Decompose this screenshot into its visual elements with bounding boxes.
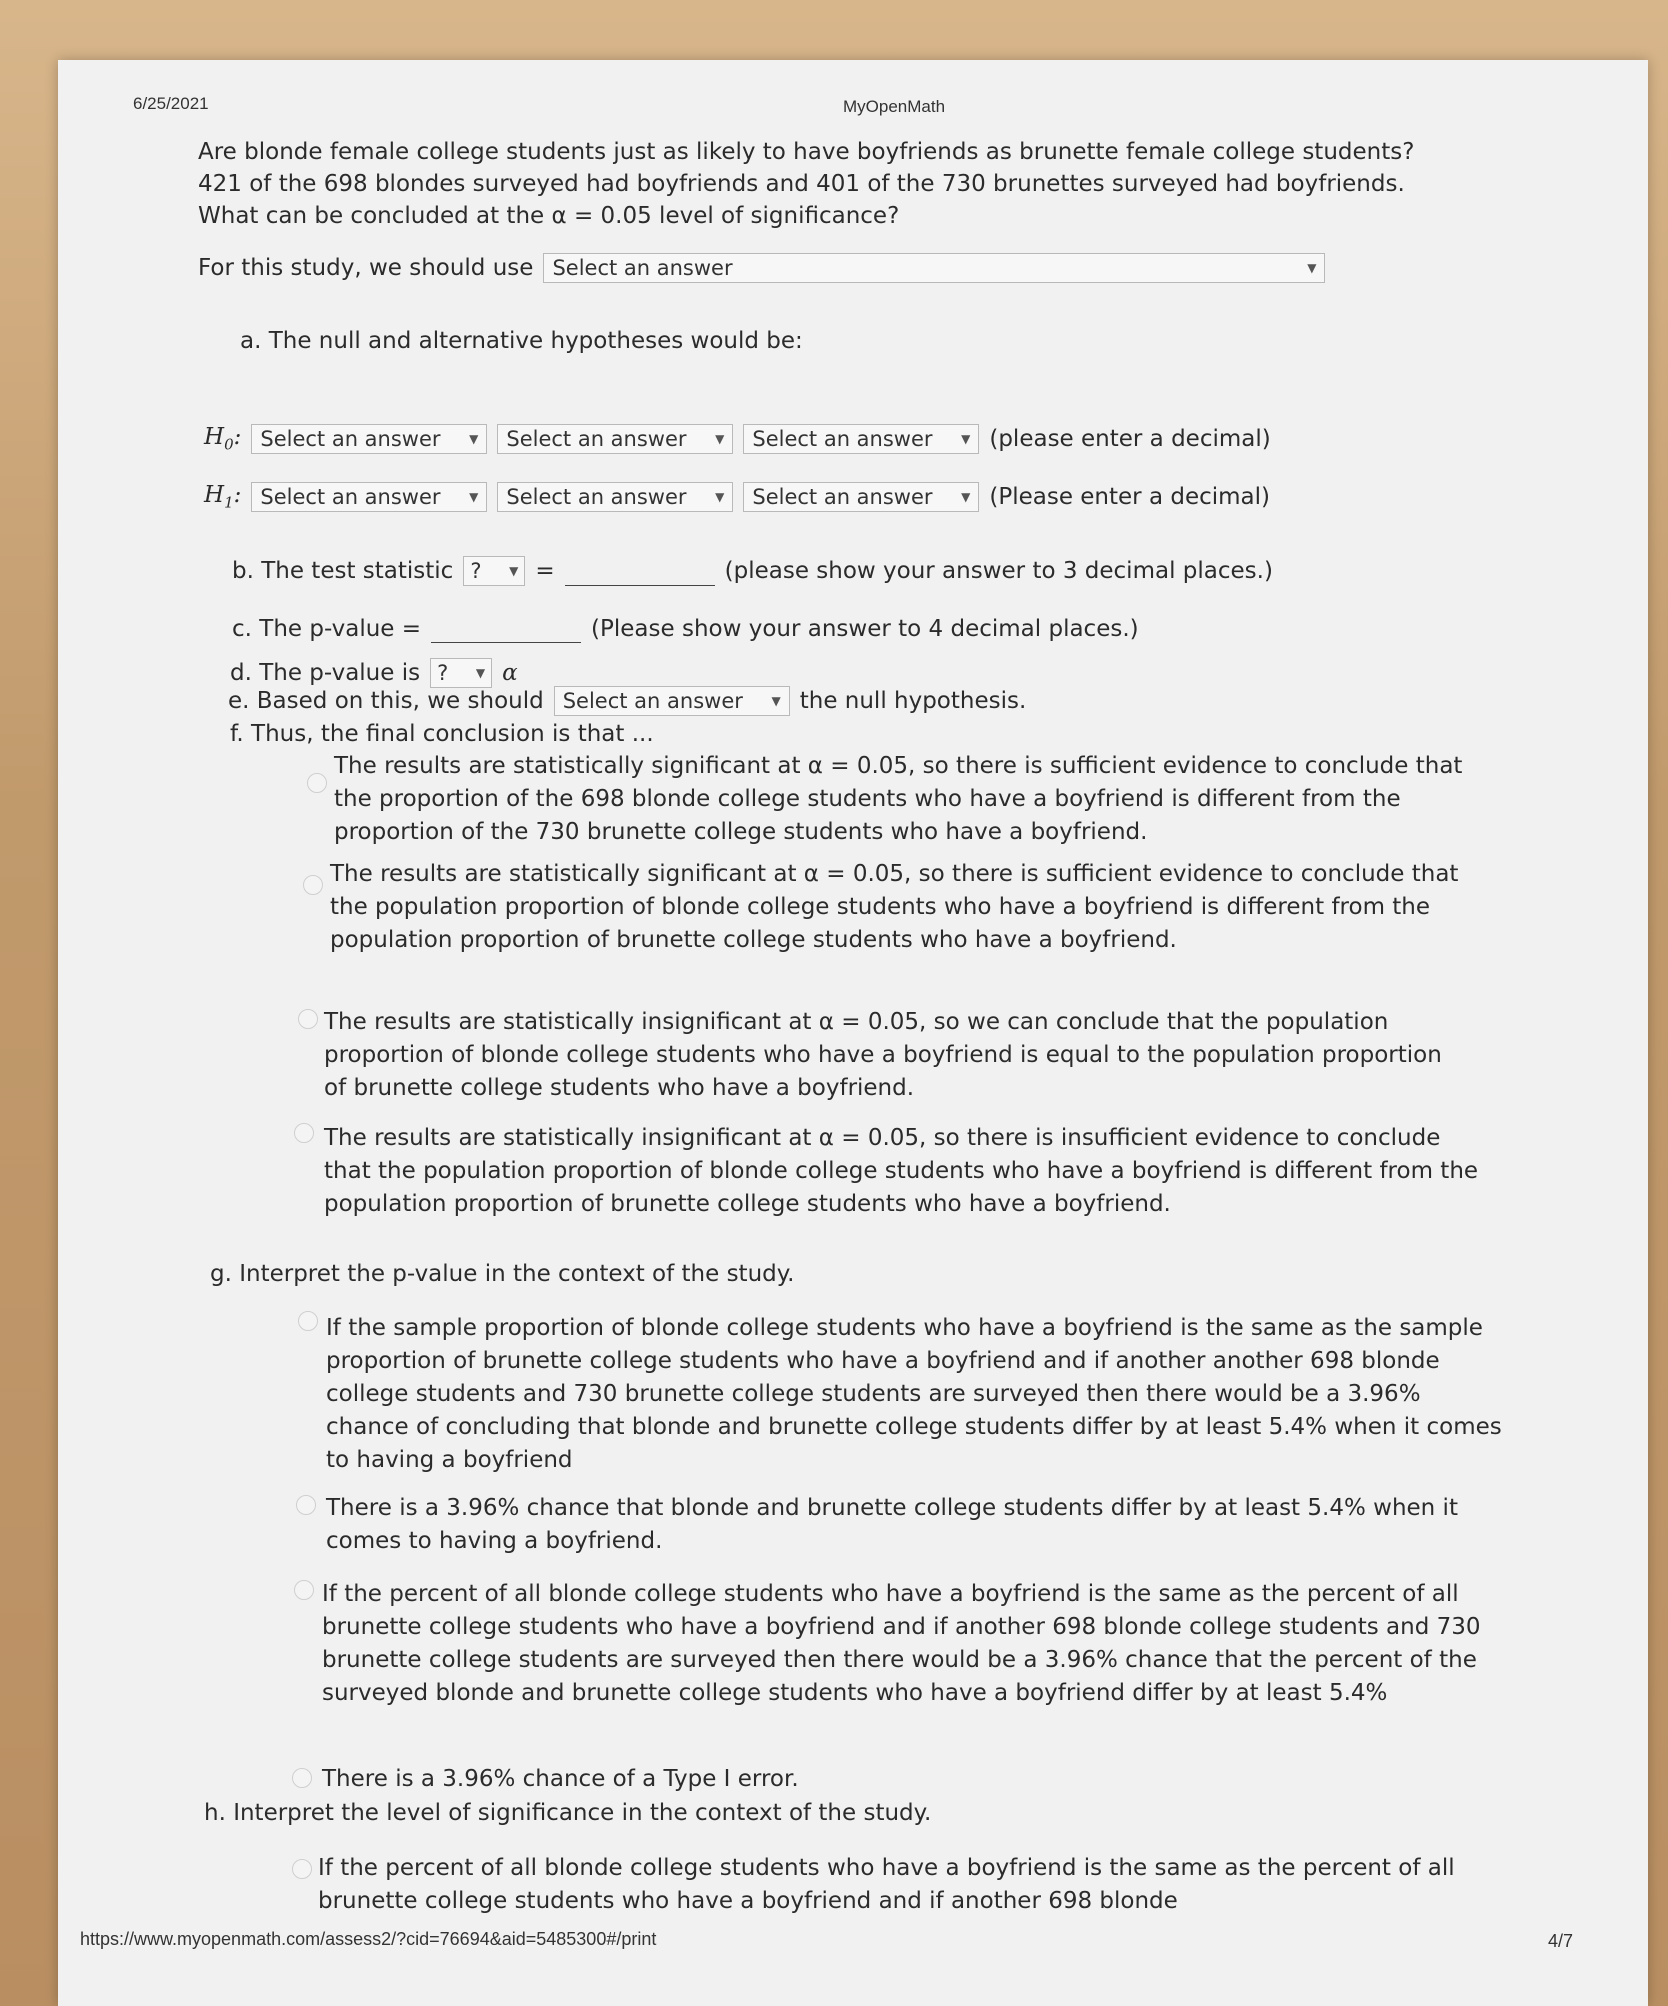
- h1-row: [204, 482, 1270, 512]
- conclusion-radio-1[interactable]: [307, 773, 327, 793]
- significance-interpret-radio-1[interactable]: [292, 1859, 312, 1879]
- conclusion-option-3: The results are statistically insignificant at α = 0.05, so we can conclude that the population proportion of blonde college students who have a boyfriend is equal to the population proportion of brunette college students who have a boyfriend.: [324, 1009, 1442, 1101]
- h1-parameter-select[interactable]: Select an answer ▼: [251, 482, 487, 512]
- chevron-down-icon: ▼: [771, 694, 781, 708]
- conclusion-radio-3[interactable]: [298, 1009, 318, 1029]
- part-e-row: [228, 686, 1026, 716]
- pvalue-interpret-radio-3[interactable]: [294, 1580, 314, 1600]
- part-c-label: c. The p-value =: [232, 615, 422, 642]
- pvalue-interpret-radio-4[interactable]: [292, 1768, 312, 1788]
- question-text: Are blonde female college students just as likely to have boyfriends as brunette female college students? 421 of the 698 blondes surveyed had boyfriends and 401 of the 730 brunettes surveyed had boyfriends. What can be concluded at the α = 0.05 level of significance?: [198, 139, 1415, 229]
- part-g-label: g. Interpret the p-value in the context of the study.: [210, 1261, 795, 1287]
- h1-relation-select[interactable]: Select an answer ▼: [497, 482, 733, 512]
- part-d-row: d. The p-value is ? ▼ α: [230, 660, 518, 686]
- pvalue-interpret-option-4: There is a 3.96% chance of a Type I error.: [322, 1766, 799, 1792]
- chevron-down-icon: ▼: [475, 666, 486, 680]
- chevron-down-icon: ▼: [961, 432, 971, 446]
- p-value-input[interactable]: [431, 614, 581, 643]
- h0-row: [204, 424, 1271, 454]
- h0-note: (please enter a decimal): [989, 426, 1271, 452]
- conclusion-option-2: The results are statistically significant at α = 0.05, so there is sufficient evidence to conclude that the population proportion of blonde college students who have a boyfriend is different from the population proportion of brunette college students who have a boyfriend.: [330, 861, 1459, 953]
- pvalue-interpret-radio-1[interactable]: [298, 1311, 318, 1331]
- chevron-down-icon: ▼: [509, 564, 519, 578]
- study-type-select[interactable]: Select an answer ▼: [543, 253, 1325, 283]
- test-statistic-input[interactable]: [565, 557, 715, 586]
- pvalue-interpret-option-3: If the percent of all blonde college students who have a boyfriend is the same as the percent of all brunette college students who have a boyfriend and if another 698 blonde college students and 730 brunette college students are surveyed then there would be a 3.96% chance that the percent of the surveyed blonde and brunette college students who have a boyfriend differ by at least 5.4%: [322, 1581, 1481, 1706]
- pvalue-interpret-option-2: There is a 3.96% chance that blonde and brunette college students differ by at least 5.4% when it comes to having a boyfriend.: [326, 1495, 1458, 1554]
- h0-parameter-select[interactable]: Select an answer ▼: [251, 424, 487, 454]
- test-statistic-select[interactable]: ? ▼: [463, 556, 525, 586]
- footer-url: https://www.myopenmath.com/assess2/?cid=76694&aid=5485300#/print: [80, 1929, 657, 1949]
- part-c-row: [232, 614, 1139, 643]
- part-d-label: d. The p-value is: [230, 660, 421, 686]
- pvalue-interpret-radio-2[interactable]: [296, 1495, 316, 1515]
- part-c-note: (Please show your answer to 4 decimal places.): [591, 615, 1139, 642]
- part-b-row: b. The test statistic ? ▼ = (please show your answer to 3 decimal places.): [232, 558, 1273, 584]
- chevron-down-icon: ▼: [469, 490, 479, 504]
- chevron-down-icon: ▼: [1307, 261, 1317, 275]
- page-number: 4/7: [1548, 1931, 1574, 1951]
- chevron-down-icon: ▼: [469, 432, 479, 446]
- h0-value-select[interactable]: Select an answer ▼: [743, 424, 979, 454]
- h1-note: (Please enter a decimal): [989, 484, 1270, 510]
- p-value-compare-select[interactable]: ? ▼: [430, 658, 492, 688]
- h0-relation-select[interactable]: Select an answer ▼: [497, 424, 733, 454]
- h0-symbol: $H_0$:: [204, 424, 242, 454]
- part-e-label: e. Based on this, we should: [228, 688, 544, 714]
- significance-interpret-option-1: If the percent of all blonde college students who have a boyfriend is the same as the percent of all brunette college students who have a boyfriend and if another 698 blonde: [318, 1855, 1455, 1914]
- study-row: [198, 253, 1325, 283]
- chevron-down-icon: ▼: [715, 490, 725, 504]
- pvalue-interpret-option-1: If the sample proportion of blonde college students who have a boyfriend is the same as the sample proportion of brunette college students who have a boyfriend and if another another 698 blonde college students and 730 brunette college students are surveyed then there would be a 3.96% chance of concluding that blonde and brunette college students differ by at least 5.4% when it comes to having a boyfriend: [326, 1315, 1502, 1473]
- study-label: For this study, we should use: [198, 255, 534, 281]
- part-h-label: h. Interpret the level of significance in the context of the study.: [204, 1800, 932, 1826]
- part-e-suffix: the null hypothesis.: [799, 688, 1027, 714]
- chevron-down-icon: ▼: [961, 490, 971, 504]
- part-b-note: (please show your answer to 3 decimal places.): [724, 558, 1273, 584]
- conclusion-option-1: The results are statistically significant at α = 0.05, so there is sufficient evidence to conclude that the proportion of the 698 blonde college students who have a boyfriend is different from the proportion of the 730 brunette college students who have a boyfriend.: [334, 753, 1463, 845]
- h1-value-select[interactable]: Select an answer ▼: [743, 482, 979, 512]
- chevron-down-icon: ▼: [715, 432, 725, 446]
- conclusion-radio-4[interactable]: [294, 1123, 314, 1143]
- print-date: 6/25/2021: [133, 94, 209, 113]
- site-title: MyOpenMath: [843, 97, 946, 116]
- conclusion-option-4: The results are statistically insignificant at α = 0.05, so there is insufficient evidence to conclude that the population proportion of blonde college students who have a boyfriend is different from the population proportion of brunette college students who have a boyfriend.: [324, 1125, 1479, 1217]
- conclusion-radio-2[interactable]: [303, 875, 323, 895]
- part-f-label: f. Thus, the final conclusion is that ...: [230, 721, 654, 747]
- part-a-label: a. The null and alternative hypotheses would be:: [240, 328, 803, 354]
- h1-symbol: $H_1$:: [204, 482, 242, 512]
- decision-select[interactable]: Select an answer ▼: [554, 686, 790, 716]
- part-b-label: b. The test statistic: [232, 558, 454, 584]
